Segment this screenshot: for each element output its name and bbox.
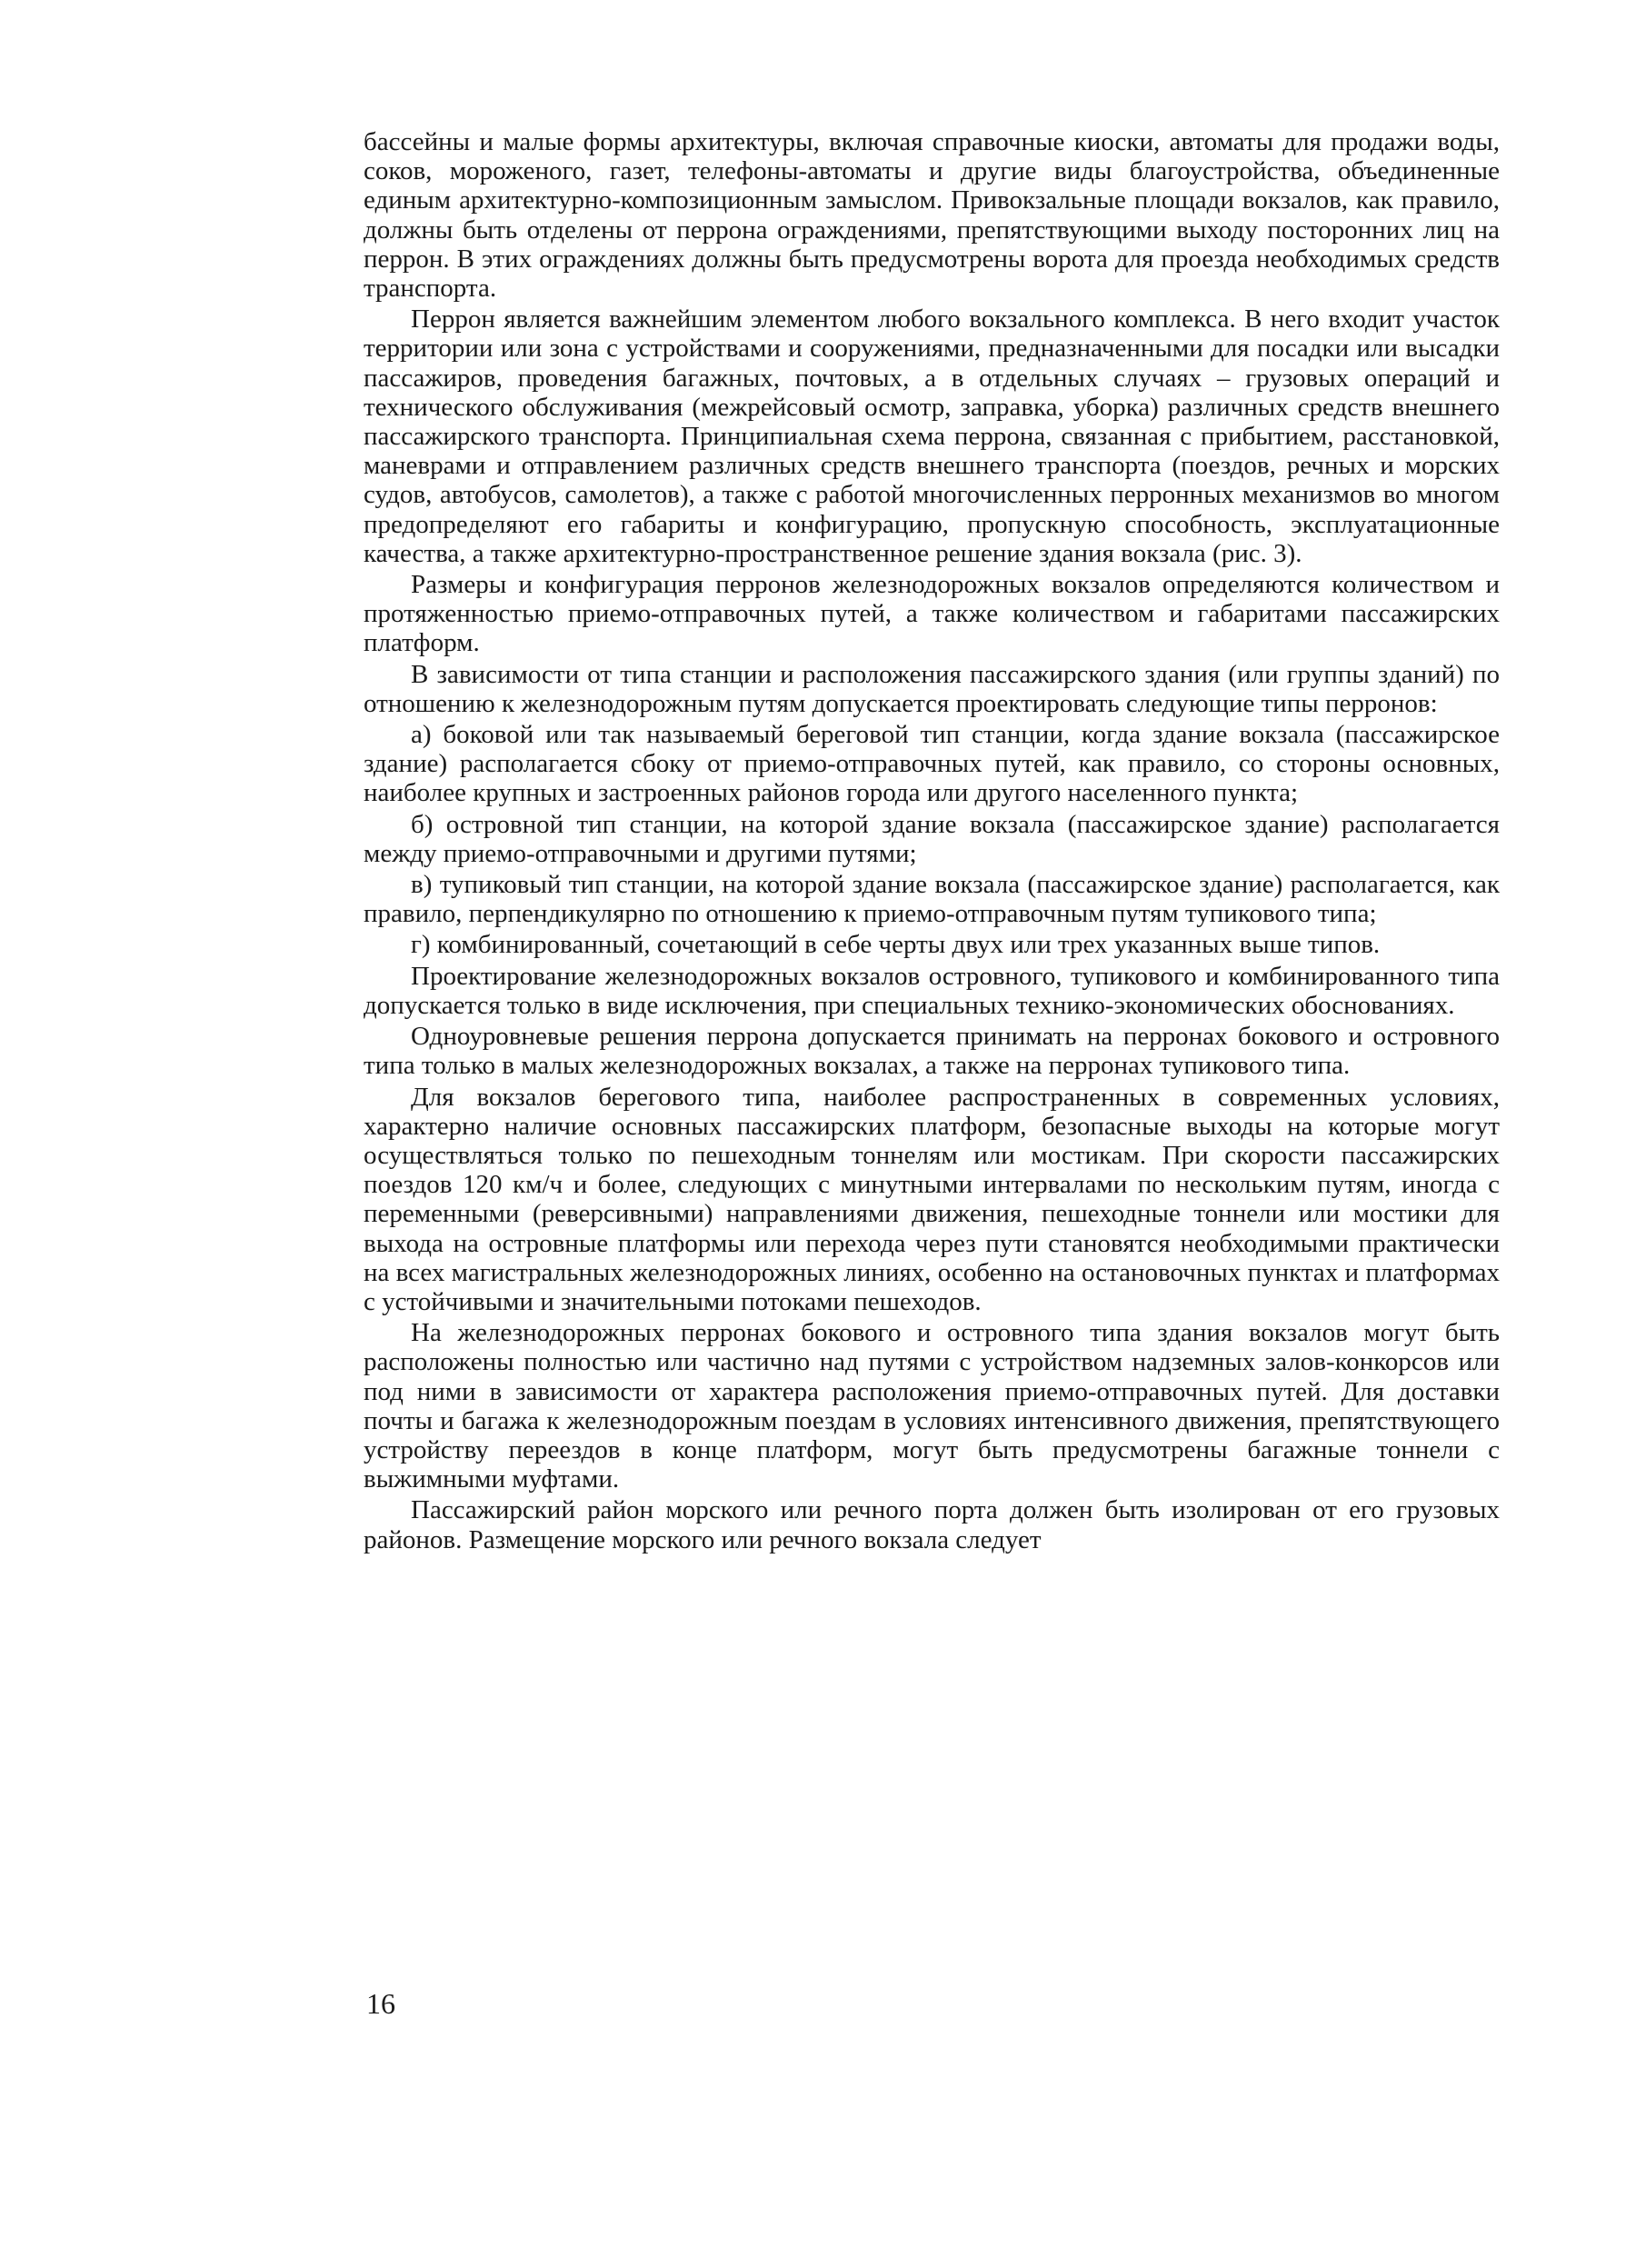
page-number: 16 [366, 1987, 395, 2020]
paragraph: На железнодорожных перронах бокового и островного типа здания вокзалов могут быть расположены полностью или частично над путями с устройством надземных залов-конкорсов или под ними в зависимости от характера расположения приемо-отправочных путей. Для доставки почты и багажа к железнодорожным поездам в условиях интенсивного движения, препятствующего устройству переездов в конце платформ, могут быть предусмотрены багажные тоннели с выжимными муфтами. [364, 1318, 1500, 1494]
list-item: а) боковой или так называемый береговой тип станции, когда здание вокзала (пассажирское здание) располагается сбоку от приемо-отправочных путей, как правило, со стороны основных, наиболее крупных и застроенных районов города или другого населенного пункта; [364, 720, 1500, 808]
paragraph: Для вокзалов берегового типа, наиболее распространенных в современных условиях, характерно наличие основных пассажирских платформ, безопасные выходы на которые могут осуществляться только по пешеходным тоннелям или мостикам. При скорости пассажирских поездов 120 км/ч и более, следующих с минутными интервалами по нескольким путям, иногда с переменными (реверсивными) направлениями движения, пешеходные тоннели или мостики для выхода на островные платформы или перехода через пути становятся необходимыми практически на всех магистральных железнодорожных линиях, особенно на остановочных пунктах и платформах с устойчивыми и значительными потоками пешеходов. [364, 1082, 1500, 1316]
list-item: г) комбинированный, сочетающий в себе черты двух или трех указанных выше типов. [411, 930, 1381, 960]
paragraph: Перрон является важнейшим элементом любого вокзального комплекса. В него входит участок территории или зона с устройствами и сооружениями, предназначенными для посадки или высадки пассажиров, проведения багажных, почтовых, а в отдельных случаях – грузовых операций и технического обслуживания (межрейсовый осмотр, заправка, уборка) различных средств внешнего пассажирского транспорта. Принципиальная схема перрона, связанная с прибытием, расстановкой, маневрами и отправлением различных средств внешнего транспорта (поездов, речных и морских судов, автобусов, самолетов), а также с работой многочисленных перронных механизмов во многом предопределяют его габариты и конфигурацию, пропускную способность, эксплуатационные качества, а также архитектурно-пространственное решение здания вокзала (рис. 3). [364, 305, 1500, 568]
list-item: б) островной тип станции, на которой здание вокзала (пассажирское здание) располагается между приемо-отправочными и другими путями; [364, 809, 1500, 868]
paragraph: Пассажирский район морского или речного порта должен быть изолирован от его грузовых районов. Размещение морского или речного вокзала следует [364, 1495, 1500, 1554]
paragraph: Проектирование железнодорожных вокзалов островного, тупикового и комбинированного типа допускается только в виде исключения, при специальных технико-экономических обоснованиях. [364, 961, 1500, 1020]
paragraph: Размеры и конфигурация перронов железнодорожных вокзалов определяются количеством и протяженностью приемо-отправочных путей, а также количеством и габаритами пассажирских платформ. [364, 570, 1500, 658]
list-item: в) тупиковый тип станции, на которой здание вокзала (пассажирское здание) располагается, как правило, перпендикулярно по отношению к приемо-отправочным путям тупикового типа; [364, 870, 1500, 929]
paragraph: В зависимости от типа станции и расположения пассажирского здания (или группы зданий) по отношению к железнодорожным путям допускается проектировать следующие типы перронов: [364, 659, 1500, 718]
paragraph: Одноуровневые решения перрона допускается принимать на перронах бокового и островного типа только в малых железнодорожных вокзалах, а также на перронах тупикового типа. [364, 1022, 1500, 1081]
paragraph: бассейны и малые формы архитектуры, включая справочные киоски, автоматы для продажи воды, соков, мороженого, газет, телефоны-автоматы и другие виды благоустройства, объединенные единым архитектурно-композиционным замыслом. Привокзальные площади вокзалов, как правило, должны быть отделены от перрона ограждениями, препятствующими выходу посторонних лиц на перрон. В этих ограждениях должны быть предусмотрены ворота для проезда необходимых средств транспорта. [364, 127, 1500, 304]
page-body [364, 127, 1500, 1556]
